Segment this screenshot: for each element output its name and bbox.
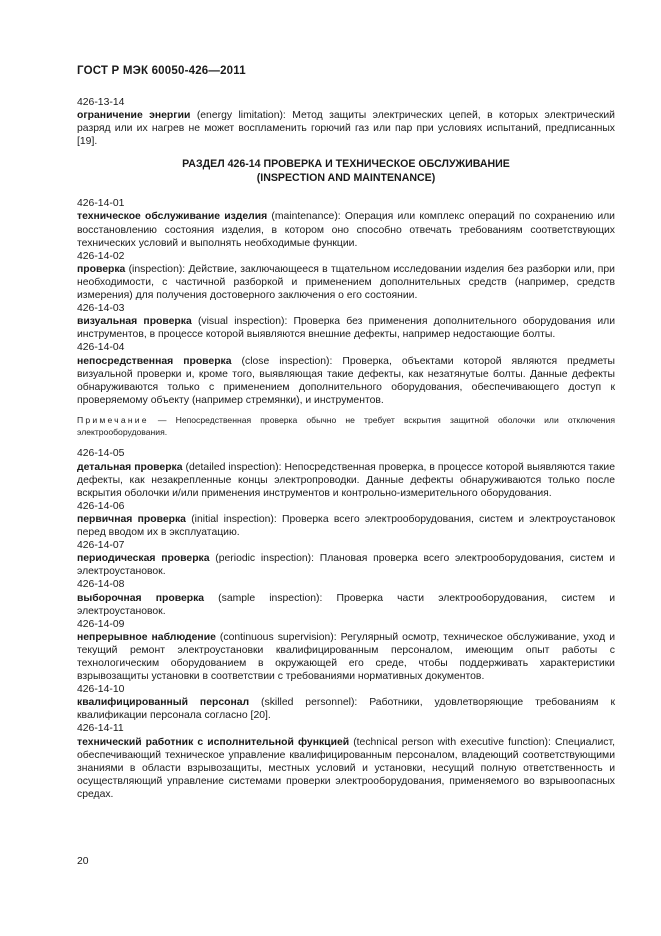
- term-definition: [77, 592, 615, 618]
- term-definition: [77, 210, 615, 249]
- term-entry: [77, 341, 615, 406]
- document-header: ГОСТ Р МЭК 60050-426—2011: [77, 65, 246, 77]
- term-entry: [77, 618, 615, 683]
- term-text: (detailed inspection): Непосредственная проверка, в процессе которой выявляются такие дефекты, как незакрепленные концы электропроводки. Данные дефекты обнаруживаются только после вскрытия оболочки и/или применения инструментов и контрольно-измерительного оборудования.: [77, 461, 615, 499]
- term-entry: [77, 197, 615, 249]
- term-name: проверка: [77, 263, 126, 275]
- term-definition: [77, 736, 615, 801]
- note: [77, 415, 615, 439]
- term-name: первичная проверка: [77, 513, 186, 525]
- term-text: (periodic inspection): Плановая проверка всего электрооборудования, систем и электроустановок.: [77, 553, 615, 578]
- term-entry: [77, 500, 615, 539]
- term-entry: [77, 302, 615, 341]
- term-definition: [77, 461, 615, 500]
- term-name: техническое обслуживание изделия: [77, 211, 268, 223]
- term-entry: [77, 722, 615, 801]
- term-text: (close inspection): Проверка, объектами которой являются предметы визуальной проверки и, кроме того, выявляющая такие дефекты, как незатянутые болты. Данные дефекты обнаруживаются только с применением дополнительного оборудования, обеспечивающего доступ к проверяемому объекту (например стремянки), и инструментов.: [77, 355, 615, 406]
- term-definition: [77, 315, 615, 341]
- term-definition: [77, 355, 615, 407]
- term-code: 426-14-04: [77, 342, 125, 354]
- term-code: 426-14-11: [77, 723, 124, 735]
- term-code: 426-14-05: [77, 448, 125, 460]
- term-code: 426-14-02: [77, 250, 125, 262]
- term-definition: [77, 109, 615, 148]
- term-name: непосредственная проверка: [77, 355, 232, 367]
- term-text: (maintenance): Операция или комплекс операций по сохранению или восстановлению состояния изделия, в котором оно способно отвечать требованиям соответствующих технических условий и выполнять необходимые функции.: [77, 211, 615, 249]
- term-code: 426-14-09: [77, 618, 125, 630]
- term-code: 426-14-08: [77, 579, 125, 591]
- term-name: квалифицированный персонал: [77, 697, 250, 709]
- section-title-line2: (INSPECTION AND MAINTENANCE): [256, 171, 436, 184]
- term-name: непрерывное наблюдение: [77, 631, 216, 643]
- term-code: 426-14-06: [77, 500, 125, 512]
- term-text: (visual inspection): Проверка без применения дополнительного оборудования или инструментов, в процессе которой выявляются внешние дефекты, например недостающие болты.: [77, 316, 615, 341]
- note-label: Примечание: [77, 414, 149, 425]
- term-text: (technical person with executive function): Специалист, обеспечивающий техническое управление квалифицированным персоналом, владеющий соответствующими знаниями в области взрывозащиты, местных условий и установки, несущий полную ответственность и осуществляющий управление системами проверки электрооборудования, применяемого во взрывоопасных средах.: [77, 736, 615, 800]
- term-entry: [77, 539, 615, 578]
- term-name: технический работник с исполнительной функцией: [77, 736, 350, 748]
- term-entry: [77, 578, 615, 617]
- term-text: (skilled personnel): Работники, удовлетворяющие требованиям к квалификации персонала согласно [20].: [77, 697, 615, 722]
- term-text: (initial inspection): Проверка всего электрооборудования, систем и электроустановок перед вводом их в эксплуатацию.: [77, 513, 615, 539]
- term-name: выборочная проверка: [77, 592, 205, 604]
- term-code: 426-14-10: [77, 684, 125, 696]
- section-title: [77, 158, 615, 185]
- term-name: визуальная проверка: [77, 316, 192, 328]
- term-text: (continuous supervision): Регулярный осмотр, техническое обслуживание, уход и текущий ремонт электроустановки квалифицированным персоналом, имеющим опыт работы с технологическим оборудованием в окружающей его среде, чтобы поддерживать характеристики взрывозащиты установки в соответствии с требованиями нормативных документов.: [77, 631, 615, 683]
- section-title-line1: РАЗДЕЛ 426-14 ПРОВЕРКА И ТЕХНИЧЕСКОЕ ОБСЛУЖИВАНИЕ: [182, 158, 510, 171]
- document-body: [77, 96, 615, 801]
- term-name: периодическая проверка: [77, 553, 210, 565]
- term-code: 426-14-03: [77, 303, 125, 315]
- term-text: (energy limitation): Метод защиты электрических цепей, в которых электрический разряд или их нагрев не может воспламенить горючий газ или пар при условиях испытаний, предписанных [19].: [77, 110, 615, 148]
- term-name: ограничение энергии: [77, 110, 191, 122]
- term-definition: [77, 552, 615, 578]
- note-text: — Непосредственная проверка обычно не требует вскрытия защитной оболочки или отключения электрооборудования.: [77, 414, 615, 437]
- term-text: (sample inspection): Проверка части электрооборудования, систем и электроустановок.: [77, 592, 615, 617]
- term-definition: [77, 631, 615, 683]
- term-entry: [77, 447, 615, 499]
- term-name: детальная проверка: [77, 461, 183, 473]
- term-entry: [77, 683, 615, 722]
- term-definition: [77, 263, 615, 302]
- term-definition: [77, 696, 615, 722]
- term-entry: [77, 250, 615, 302]
- term-text: (inspection): Действие, заключающееся в тщательном исследовании изделия без разборки или, при необходимости, с частичной разборкой и применением дополнительных средств (например, средств измерения) для получения достоверного заключения о его состоянии.: [77, 263, 615, 302]
- page-number: 20: [77, 856, 89, 867]
- term-code: 426-14-07: [77, 540, 125, 552]
- term-definition: [77, 513, 615, 539]
- term-entry: [77, 96, 615, 148]
- term-code: 426-14-01: [77, 198, 125, 210]
- term-code: 426-13-14: [77, 97, 125, 108]
